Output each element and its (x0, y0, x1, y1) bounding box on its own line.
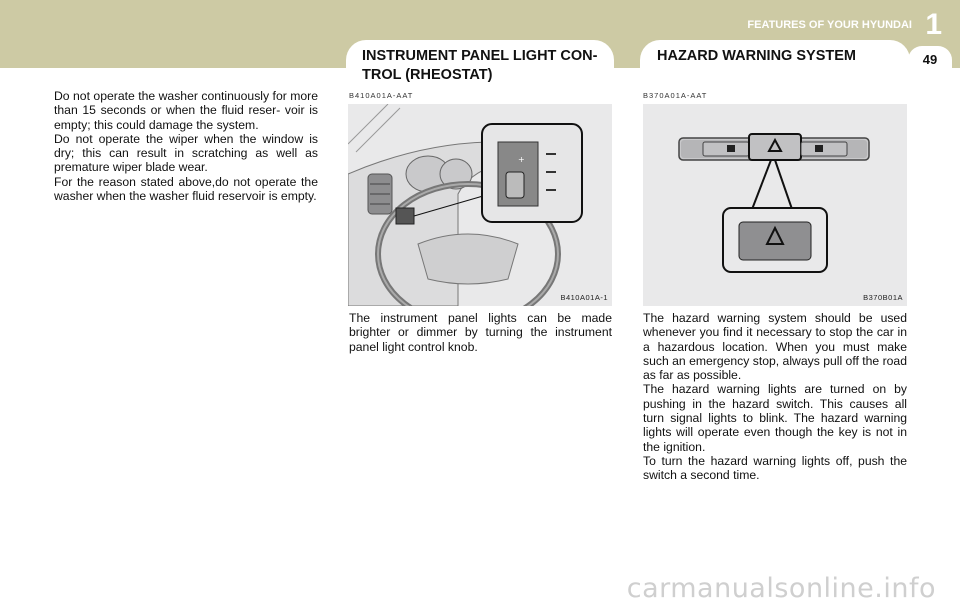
panel-light-code: B410A01A-AAT (349, 91, 414, 100)
paragraph: To turn the hazard warning lights off, push the switch a second time. (643, 453, 907, 483)
figure-caption: B370B01A (863, 293, 903, 302)
figure-caption: B410A01A-1 (560, 293, 608, 302)
paragraph: The hazard warning system should be used whenever you find it necessary to stop the car in a hazardous location. When you must make such an emergency stop, always pull off the road as far as possible. (643, 311, 907, 383)
paragraph: The hazard warning lights are turned on by pushing in the hazard switch. This causes all turn signal lights to blink. The hazard warning lights will operate even though the key is not in the ignition. (643, 382, 907, 454)
paragraph: For the reason stated above,do not operate the washer when the washer fluid reservoir is empty. (54, 174, 318, 204)
hazard-title: HAZARD WARNING SYSTEM (657, 48, 856, 64)
hazard-switch-illustration (643, 104, 907, 306)
hazard-drawing (643, 104, 907, 306)
panel-light-body (349, 311, 612, 354)
paragraph: The instrument panel lights can be made brighter or dimmer by turning the instrument panel light control knob. (349, 311, 612, 354)
hazard-code: B370A01A-AAT (643, 91, 708, 100)
chapter-number: 1 (925, 8, 942, 41)
svg-text:+: + (518, 155, 525, 164)
paragraph: Do not operate the washer continuously for more than 15 seconds or when the fluid reser- voir is empty; this could damage the system. (54, 89, 318, 132)
panel-light-title: INSTRUMENT PANEL LIGHT CON- TROL (RHEOSTAT) (362, 48, 598, 83)
chapter-title: FEATURES OF YOUR HYUNDAI (747, 19, 912, 31)
dashboard-drawing (348, 104, 612, 306)
washer-warning-text (54, 89, 318, 203)
dashboard-illustration (348, 104, 612, 306)
page-number: 49 (922, 52, 938, 67)
paragraph: Do not operate the wiper when the window is dry; this can result in scratching as well as premature wiper blade wear. (54, 131, 318, 175)
watermark: carmanualsonline.info (626, 573, 936, 604)
hazard-body (643, 311, 907, 483)
